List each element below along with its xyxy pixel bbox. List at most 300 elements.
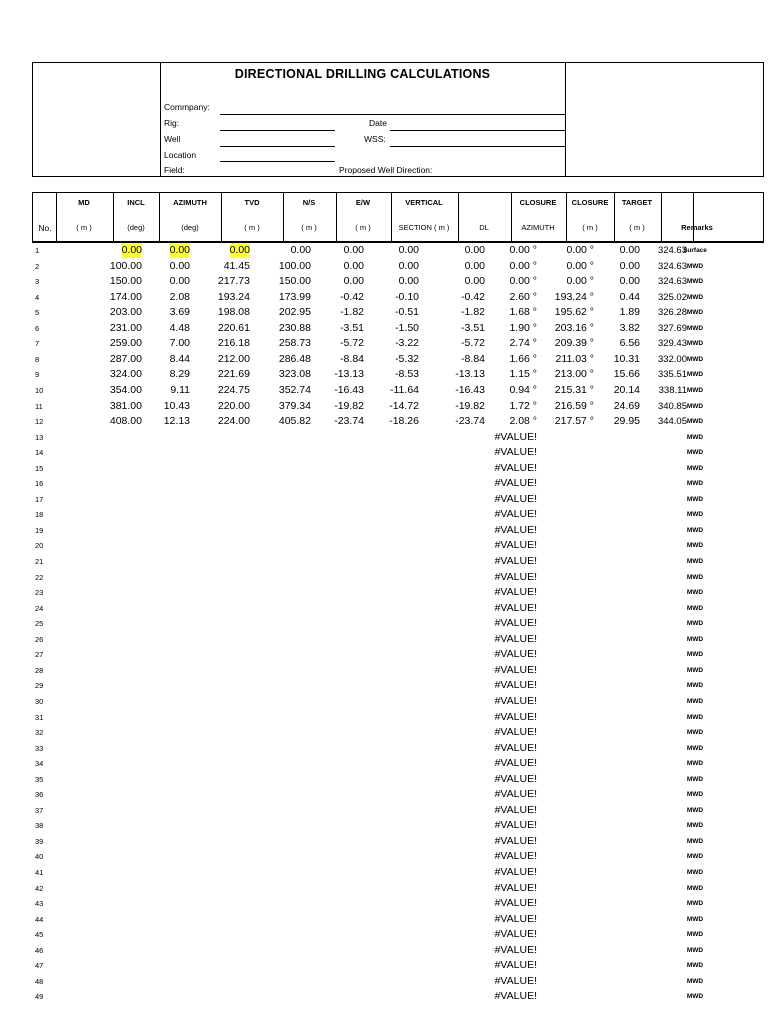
table-row xyxy=(32,305,767,320)
cell-remarks[interactable]: MWD xyxy=(686,869,704,876)
cell-cl[interactable]: 24.69 xyxy=(613,399,640,412)
cell-cl[interactable]: 1.89 xyxy=(619,306,640,319)
table-row xyxy=(32,741,767,756)
row-number: 39 xyxy=(35,836,44,846)
cell-remarks[interactable]: MWD xyxy=(686,962,704,970)
cell-dl[interactable]: #VALUE! xyxy=(494,803,537,816)
row-number: 35 xyxy=(35,774,44,784)
cell-tg[interactable]: 324.63 xyxy=(657,260,687,272)
cell-remarks[interactable]: MWD xyxy=(686,635,704,643)
col-azimuth: AZIMUTH xyxy=(173,198,207,207)
cell-az[interactable]: 220.00 xyxy=(217,399,250,412)
well-label: Well xyxy=(164,134,181,144)
cell-dl[interactable]: #VALUE! xyxy=(494,461,537,474)
cell-ns[interactable]: 0.00 xyxy=(343,259,364,272)
cell-tvd[interactable]: 173.99 xyxy=(278,290,311,303)
cell-remarks[interactable]: MWD xyxy=(686,946,704,954)
cell-remarks[interactable]: MWD xyxy=(686,589,704,597)
cell-ew[interactable]: -0.10 xyxy=(395,290,419,303)
cell-incl[interactable]: 0.00 xyxy=(169,259,190,272)
cell-dl[interactable]: #VALUE! xyxy=(494,539,537,552)
col-closure: CLOSURE xyxy=(571,198,609,207)
cell-remarks[interactable]: MWD xyxy=(686,278,704,286)
cell-cl[interactable]: 3.82 xyxy=(619,321,640,334)
row-number: 48 xyxy=(35,976,44,986)
cell-tg[interactable]: 329.43 xyxy=(657,338,687,350)
field-field[interactable] xyxy=(220,176,335,177)
cell-dl[interactable]: #VALUE! xyxy=(494,850,537,863)
table-row xyxy=(32,414,767,429)
cell-remarks[interactable]: MWD xyxy=(686,371,704,379)
cell-tg[interactable]: 344.05 xyxy=(657,416,687,428)
cell-dl[interactable]: #VALUE! xyxy=(494,477,537,490)
cell-md[interactable]: 203.00 xyxy=(109,306,142,319)
cell-remarks[interactable]: MWD xyxy=(686,713,704,721)
cell-remarks[interactable]: MWD xyxy=(686,806,704,814)
cell-dl[interactable]: #VALUE! xyxy=(494,694,537,707)
cell-ns[interactable]: -23.74 xyxy=(334,415,364,428)
cell-az[interactable]: 221.69 xyxy=(217,368,250,381)
cell-az[interactable]: 220.61 xyxy=(217,321,250,334)
row-number: 23 xyxy=(35,588,44,598)
col-ew-unit: ( m ) xyxy=(355,223,371,232)
cell-incl[interactable]: 10.43 xyxy=(163,399,190,412)
cell-md[interactable]: 0.00 xyxy=(121,244,142,256)
cell-incl[interactable]: 9.11 xyxy=(170,383,190,396)
col-remarks: Remarks xyxy=(681,223,713,232)
cell-ns[interactable]: -13.13 xyxy=(334,368,364,381)
table-row xyxy=(32,818,767,833)
col-target-unit: ( m ) xyxy=(629,223,645,232)
col-vertical-section: SECTION ( m ) xyxy=(398,223,450,232)
cell-tvd[interactable]: 379.34 xyxy=(278,399,311,412)
cell-dl[interactable]: 0.00 ° xyxy=(509,259,537,272)
cell-caz[interactable]: 215.31 ° xyxy=(554,383,594,396)
table-row xyxy=(32,632,767,647)
table-row xyxy=(32,943,767,958)
cell-caz[interactable]: 217.57 ° xyxy=(554,415,594,428)
row-number: 40 xyxy=(35,852,44,862)
cell-tg[interactable]: 332.00 xyxy=(657,353,687,365)
cell-caz[interactable]: 0.00 ° xyxy=(566,259,594,272)
col-target: TARGET xyxy=(621,198,653,207)
date-field[interactable] xyxy=(390,130,565,131)
table-row xyxy=(32,787,767,802)
row-number: 42 xyxy=(35,883,44,893)
cell-tvd[interactable]: 286.48 xyxy=(278,352,311,365)
cell-md[interactable]: 324.00 xyxy=(109,368,142,381)
cell-remarks[interactable]: MWD xyxy=(686,324,704,332)
cell-remarks[interactable]: MWD xyxy=(686,977,704,985)
cell-dl[interactable]: #VALUE! xyxy=(494,928,537,941)
cell-tvd[interactable]: 352.74 xyxy=(278,383,311,396)
cell-tg[interactable]: 335.51 xyxy=(657,369,687,381)
cell-dl[interactable]: #VALUE! xyxy=(494,570,537,583)
row-number: 29 xyxy=(35,681,44,691)
row-number: 5 xyxy=(35,308,40,318)
cell-remarks[interactable]: MWD xyxy=(686,464,704,472)
row-number: 28 xyxy=(35,665,44,675)
cell-md[interactable]: 287.00 xyxy=(109,352,142,365)
cell-dl[interactable]: #VALUE! xyxy=(494,492,537,505)
cell-remarks[interactable]: MWD xyxy=(686,682,704,690)
cell-dl[interactable]: #VALUE! xyxy=(494,430,537,443)
cell-incl[interactable]: 4.48 xyxy=(169,321,190,334)
cell-dl[interactable]: #VALUE! xyxy=(494,710,537,723)
cell-ew[interactable]: -0.51 xyxy=(395,306,419,319)
cell-remarks[interactable]: MWD xyxy=(686,729,704,737)
row-number: 32 xyxy=(35,728,44,738)
cell-ns[interactable]: -5.72 xyxy=(340,337,364,350)
row-number: 33 xyxy=(35,743,44,753)
cell-vs[interactable]: -16.43 xyxy=(455,383,485,396)
table-row xyxy=(32,803,767,818)
cell-vs[interactable]: 0.00 xyxy=(464,275,485,288)
cell-caz[interactable]: 195.62 ° xyxy=(554,306,594,319)
cell-dl[interactable]: #VALUE! xyxy=(494,679,537,692)
cell-tvd[interactable]: 323.08 xyxy=(278,368,311,381)
row-number: 13 xyxy=(35,432,44,442)
row-number: 21 xyxy=(35,557,44,566)
col-tvd: TVD xyxy=(244,198,260,207)
location-field[interactable] xyxy=(220,161,335,162)
cell-tvd[interactable]: 150.00 xyxy=(278,275,311,288)
cell-caz[interactable]: 0.00 ° xyxy=(566,275,594,288)
cell-ew[interactable]: -3.22 xyxy=(395,337,419,350)
cell-md[interactable]: 259.00 xyxy=(109,337,142,350)
row-number: 25 xyxy=(35,619,44,629)
col-md-unit: ( m ) xyxy=(76,223,92,232)
cell-tg[interactable]: 326.28 xyxy=(657,307,687,319)
cell-dl[interactable]: #VALUE! xyxy=(494,772,537,785)
cell-md[interactable]: 150.00 xyxy=(109,275,142,288)
cell-md[interactable]: 354.00 xyxy=(109,383,142,396)
cell-tvd[interactable]: 258.73 xyxy=(278,337,311,350)
cell-dl[interactable]: #VALUE! xyxy=(494,741,537,754)
table-row xyxy=(32,570,767,585)
cell-tg[interactable]: 325.02 xyxy=(657,291,687,303)
table-row xyxy=(32,725,767,740)
cell-caz[interactable]: 209.39 ° xyxy=(554,337,594,350)
cell-dl[interactable]: #VALUE! xyxy=(494,601,537,614)
cell-cl[interactable]: 0.44 xyxy=(619,290,640,303)
row-number: 7 xyxy=(35,339,40,349)
table-row xyxy=(32,849,767,864)
row-number: 49 xyxy=(35,992,44,1002)
cell-remarks[interactable]: MWD xyxy=(686,651,704,659)
cell-caz[interactable]: 211.03 ° xyxy=(555,352,594,365)
cell-dl[interactable]: #VALUE! xyxy=(494,990,537,1003)
cell-dl[interactable]: #VALUE! xyxy=(494,586,537,599)
cell-dl[interactable]: #VALUE! xyxy=(494,881,537,894)
cell-vs[interactable]: -13.13 xyxy=(455,368,485,381)
cell-incl[interactable]: 12.13 xyxy=(163,415,190,428)
row-number: 38 xyxy=(35,821,44,831)
cell-dl[interactable]: 1.15 ° xyxy=(509,368,537,381)
row-number: 45 xyxy=(35,930,44,940)
cell-remarks[interactable]: MWD xyxy=(686,837,704,845)
cell-ew[interactable]: 0.00 xyxy=(398,244,419,256)
cell-vs[interactable]: -23.74 xyxy=(455,415,485,428)
cell-caz[interactable]: 213.00 ° xyxy=(554,368,594,381)
cell-vs[interactable]: 0.00 xyxy=(464,244,485,256)
row-number: 22 xyxy=(35,572,44,582)
table-row xyxy=(32,259,767,274)
table-row xyxy=(32,274,767,289)
cell-ns[interactable]: -8.84 xyxy=(340,352,364,365)
cell-remarks[interactable]: MWD xyxy=(686,822,704,830)
cell-remarks[interactable]: MWD xyxy=(686,449,704,457)
cell-caz[interactable]: 216.59 ° xyxy=(554,399,594,412)
wss-field[interactable] xyxy=(390,146,565,147)
col-closure-azimuth-unit: AZIMUTH xyxy=(521,223,555,232)
cell-vs[interactable]: -5.72 xyxy=(461,337,485,350)
cell-ns[interactable]: -3.51 xyxy=(340,321,364,334)
col-tvd-unit: ( m ) xyxy=(244,223,260,232)
row-number: 24 xyxy=(35,603,44,613)
cell-remarks[interactable]: MWD xyxy=(686,262,704,270)
cell-cl[interactable]: 6.56 xyxy=(619,337,640,350)
header-box xyxy=(32,62,764,177)
cell-dl[interactable]: 0.94 ° xyxy=(509,383,537,396)
table-row xyxy=(32,756,767,771)
cell-ns[interactable]: -19.82 xyxy=(334,399,364,412)
cell-tg[interactable]: 327.69 xyxy=(657,322,687,334)
cell-remarks[interactable]: MWD xyxy=(686,573,704,581)
cell-remarks[interactable]: MWD xyxy=(686,620,704,628)
cell-remarks[interactable]: MWD xyxy=(686,293,704,301)
cell-dl[interactable]: #VALUE! xyxy=(494,943,537,956)
cell-az[interactable]: 224.00 xyxy=(217,415,250,428)
row-number: 37 xyxy=(35,805,44,815)
cell-dl[interactable]: #VALUE! xyxy=(494,523,537,536)
cell-remarks[interactable]: MWD xyxy=(686,853,704,861)
cell-vs[interactable]: -3.51 xyxy=(461,321,485,334)
date-label: Date xyxy=(369,118,387,128)
cell-tvd[interactable]: 230.88 xyxy=(278,321,311,334)
cell-cl[interactable]: 29.95 xyxy=(613,415,640,428)
cell-tg[interactable]: 340.85 xyxy=(657,400,687,412)
cell-ew[interactable]: -8.53 xyxy=(395,368,419,381)
cell-dl[interactable]: #VALUE! xyxy=(494,819,537,832)
cell-az[interactable]: 0.00 xyxy=(229,244,250,256)
well-field[interactable] xyxy=(220,146,335,147)
cell-incl[interactable]: 0.00 xyxy=(169,244,190,256)
cell-remarks[interactable]: MWD xyxy=(686,480,704,488)
cell-tg[interactable]: 338.11 xyxy=(658,384,687,396)
proposed-direction-label: Proposed Well Direction: xyxy=(339,165,433,175)
cell-dl[interactable]: #VALUE! xyxy=(494,632,537,645)
table-row xyxy=(32,538,767,553)
cell-cl[interactable]: 0.00 xyxy=(619,275,640,288)
cell-remarks[interactable]: Surface xyxy=(683,247,707,254)
cell-remarks[interactable]: MWD xyxy=(686,900,704,908)
cell-dl[interactable]: 0.00 ° xyxy=(509,275,537,288)
cell-vs[interactable]: -19.82 xyxy=(455,399,485,412)
cell-az[interactable]: 193.24 xyxy=(217,290,250,303)
cell-ew[interactable]: -5.32 xyxy=(395,352,419,365)
cell-md[interactable]: 381.00 xyxy=(109,399,142,412)
cell-ns[interactable]: -1.82 xyxy=(340,306,364,319)
row-number: 4 xyxy=(35,292,40,302)
cell-dl[interactable]: #VALUE! xyxy=(494,555,537,567)
cell-tvd[interactable]: 100.00 xyxy=(278,259,311,272)
cell-remarks[interactable]: MWD xyxy=(686,309,704,317)
cell-remarks[interactable]: MWD xyxy=(686,604,704,612)
cell-incl[interactable]: 7.00 xyxy=(169,337,190,350)
cell-dl[interactable]: #VALUE! xyxy=(494,897,537,910)
cell-ns[interactable]: 0.00 xyxy=(343,244,364,256)
row-number: 18 xyxy=(35,510,44,520)
col-incl: INCL xyxy=(127,198,145,207)
cell-remarks[interactable]: MWD xyxy=(686,418,704,426)
cell-dl[interactable]: #VALUE! xyxy=(494,959,537,972)
cell-az[interactable]: 217.73 xyxy=(217,275,250,288)
cell-ew[interactable]: -18.26 xyxy=(389,415,419,428)
cell-cl[interactable]: 15.66 xyxy=(613,368,640,381)
cell-md[interactable]: 100.00 xyxy=(109,259,142,272)
table-row xyxy=(32,430,767,445)
cell-incl[interactable]: 0.00 xyxy=(169,275,190,288)
cell-md[interactable]: 231.00 xyxy=(109,321,142,334)
cell-md[interactable]: 174.00 xyxy=(109,290,142,303)
cell-remarks[interactable]: MWD xyxy=(686,402,704,410)
cell-tvd[interactable]: 202.95 xyxy=(278,306,311,319)
cell-ns[interactable]: 0.00 xyxy=(343,275,364,288)
cell-caz[interactable]: 0.00 ° xyxy=(566,244,594,256)
cell-remarks[interactable]: MWD xyxy=(686,495,704,503)
cell-ew[interactable]: -11.64 xyxy=(390,383,419,396)
table-row xyxy=(32,834,767,849)
row-number: 3 xyxy=(35,277,40,287)
rig-label: Rig: xyxy=(164,118,180,128)
cell-cl[interactable]: 0.00 xyxy=(619,244,640,256)
cell-cl[interactable]: 0.00 xyxy=(619,259,640,272)
cell-vs[interactable]: 0.00 xyxy=(464,259,485,272)
cell-tg[interactable]: 324.63 xyxy=(657,245,687,256)
cell-remarks[interactable]: MWD xyxy=(686,386,704,394)
cell-az[interactable]: 198.08 xyxy=(217,306,250,319)
cell-dl[interactable]: 1.90 ° xyxy=(509,321,537,334)
cell-remarks[interactable]: MWD xyxy=(686,697,704,705)
cell-remarks[interactable]: MWD xyxy=(686,666,704,674)
cell-remarks[interactable]: MWD xyxy=(686,775,704,783)
cell-incl[interactable]: 8.44 xyxy=(169,352,190,365)
cell-dl[interactable]: #VALUE! xyxy=(494,446,537,459)
rig-field[interactable] xyxy=(220,130,335,131)
col-vertical: VERTICAL xyxy=(405,198,443,207)
table-row xyxy=(32,694,767,709)
cell-remarks[interactable]: MWD xyxy=(686,744,704,752)
cell-dl[interactable]: #VALUE! xyxy=(494,726,537,739)
cell-dl[interactable]: #VALUE! xyxy=(494,648,537,661)
cell-dl[interactable]: 2.08 ° xyxy=(509,415,537,428)
cell-dl[interactable]: #VALUE! xyxy=(494,663,537,676)
cell-az[interactable]: 212.00 xyxy=(217,352,250,365)
cell-ew[interactable]: -1.50 xyxy=(395,321,419,334)
cell-cl[interactable]: 20.14 xyxy=(613,383,640,396)
cell-dl[interactable]: 2.60 ° xyxy=(509,290,537,303)
cell-remarks[interactable]: MWD xyxy=(686,340,704,348)
cell-remarks[interactable]: MWD xyxy=(686,542,704,550)
table-row xyxy=(32,476,767,491)
cell-caz[interactable]: 203.16 ° xyxy=(554,321,594,334)
cell-incl[interactable]: 3.69 xyxy=(169,306,190,319)
cell-remarks[interactable]: MWD xyxy=(686,511,704,519)
cell-remarks[interactable]: MWD xyxy=(686,915,704,923)
cell-dl[interactable]: 0.00 ° xyxy=(509,244,537,256)
table-row xyxy=(32,989,767,1004)
cell-remarks[interactable]: MWD xyxy=(686,931,704,939)
cell-dl[interactable]: #VALUE! xyxy=(494,617,537,630)
cell-remarks[interactable]: MWD xyxy=(686,884,704,892)
cell-ew[interactable]: -14.72 xyxy=(389,399,419,412)
cell-remarks[interactable]: MWD xyxy=(686,558,704,565)
cell-dl[interactable]: #VALUE! xyxy=(494,788,537,801)
cell-incl[interactable]: 8.29 xyxy=(169,368,190,381)
col-incl-unit: (deg) xyxy=(127,223,145,232)
table-row xyxy=(32,445,767,460)
table-row xyxy=(32,367,767,382)
cell-az[interactable]: 224.75 xyxy=(217,383,250,396)
cell-remarks[interactable]: MWD xyxy=(686,433,704,441)
cell-ew[interactable]: 0.00 xyxy=(398,275,419,288)
cell-vs[interactable]: -1.82 xyxy=(461,306,485,319)
cell-dl[interactable]: #VALUE! xyxy=(494,757,537,770)
cell-ns[interactable]: -16.43 xyxy=(334,383,364,396)
col-ns-unit: ( m ) xyxy=(301,223,317,232)
cell-dl[interactable]: 1.68 ° xyxy=(509,306,537,319)
col-ns: N/S xyxy=(302,198,316,207)
cell-incl[interactable]: 2.08 xyxy=(169,290,190,303)
table-row xyxy=(32,678,767,693)
cell-tvd[interactable]: 405.82 xyxy=(278,415,311,428)
cell-dl[interactable]: #VALUE! xyxy=(494,508,537,521)
cell-remarks[interactable]: MWD xyxy=(686,526,704,534)
cell-tvd[interactable]: 0.00 xyxy=(290,244,311,256)
cell-dl[interactable]: #VALUE! xyxy=(494,834,537,847)
cell-vs[interactable]: -8.84 xyxy=(461,352,485,365)
cell-remarks[interactable]: MWD xyxy=(686,760,704,768)
cell-dl[interactable]: #VALUE! xyxy=(494,974,537,987)
cell-ew[interactable]: 0.00 xyxy=(398,259,419,272)
row-number: 14 xyxy=(35,448,44,458)
row-number: 10 xyxy=(35,385,44,395)
cell-md[interactable]: 408.00 xyxy=(109,415,142,428)
cell-az[interactable]: 41.45 xyxy=(223,259,250,272)
row-number: 1 xyxy=(35,246,40,255)
cell-dl[interactable]: #VALUE! xyxy=(494,866,537,878)
cell-dl[interactable]: #VALUE! xyxy=(494,912,537,925)
wss-label: WSS: xyxy=(364,134,386,144)
cell-remarks[interactable]: MWD xyxy=(686,355,704,363)
cell-dl[interactable]: 2.74 ° xyxy=(509,337,537,350)
cell-caz[interactable]: 193.24 ° xyxy=(554,290,594,303)
cell-tg[interactable]: 324.63 xyxy=(657,276,687,288)
cell-dl[interactable]: 1.72 ° xyxy=(509,399,537,412)
cell-ns[interactable]: -0.42 xyxy=(340,290,364,303)
location-label: Location xyxy=(164,150,197,160)
company-label: Commpany: xyxy=(164,102,210,112)
cell-az[interactable]: 216.18 xyxy=(217,337,250,350)
cell-remarks[interactable]: MWD xyxy=(686,791,704,799)
company-field[interactable] xyxy=(220,114,565,115)
cell-vs[interactable]: -0.42 xyxy=(461,290,485,303)
cell-dl[interactable]: 1.66 ° xyxy=(509,352,537,365)
row-number: 9 xyxy=(35,370,40,380)
cell-remarks[interactable]: MWD xyxy=(686,993,704,1001)
cell-cl[interactable]: 10.31 xyxy=(613,352,640,365)
